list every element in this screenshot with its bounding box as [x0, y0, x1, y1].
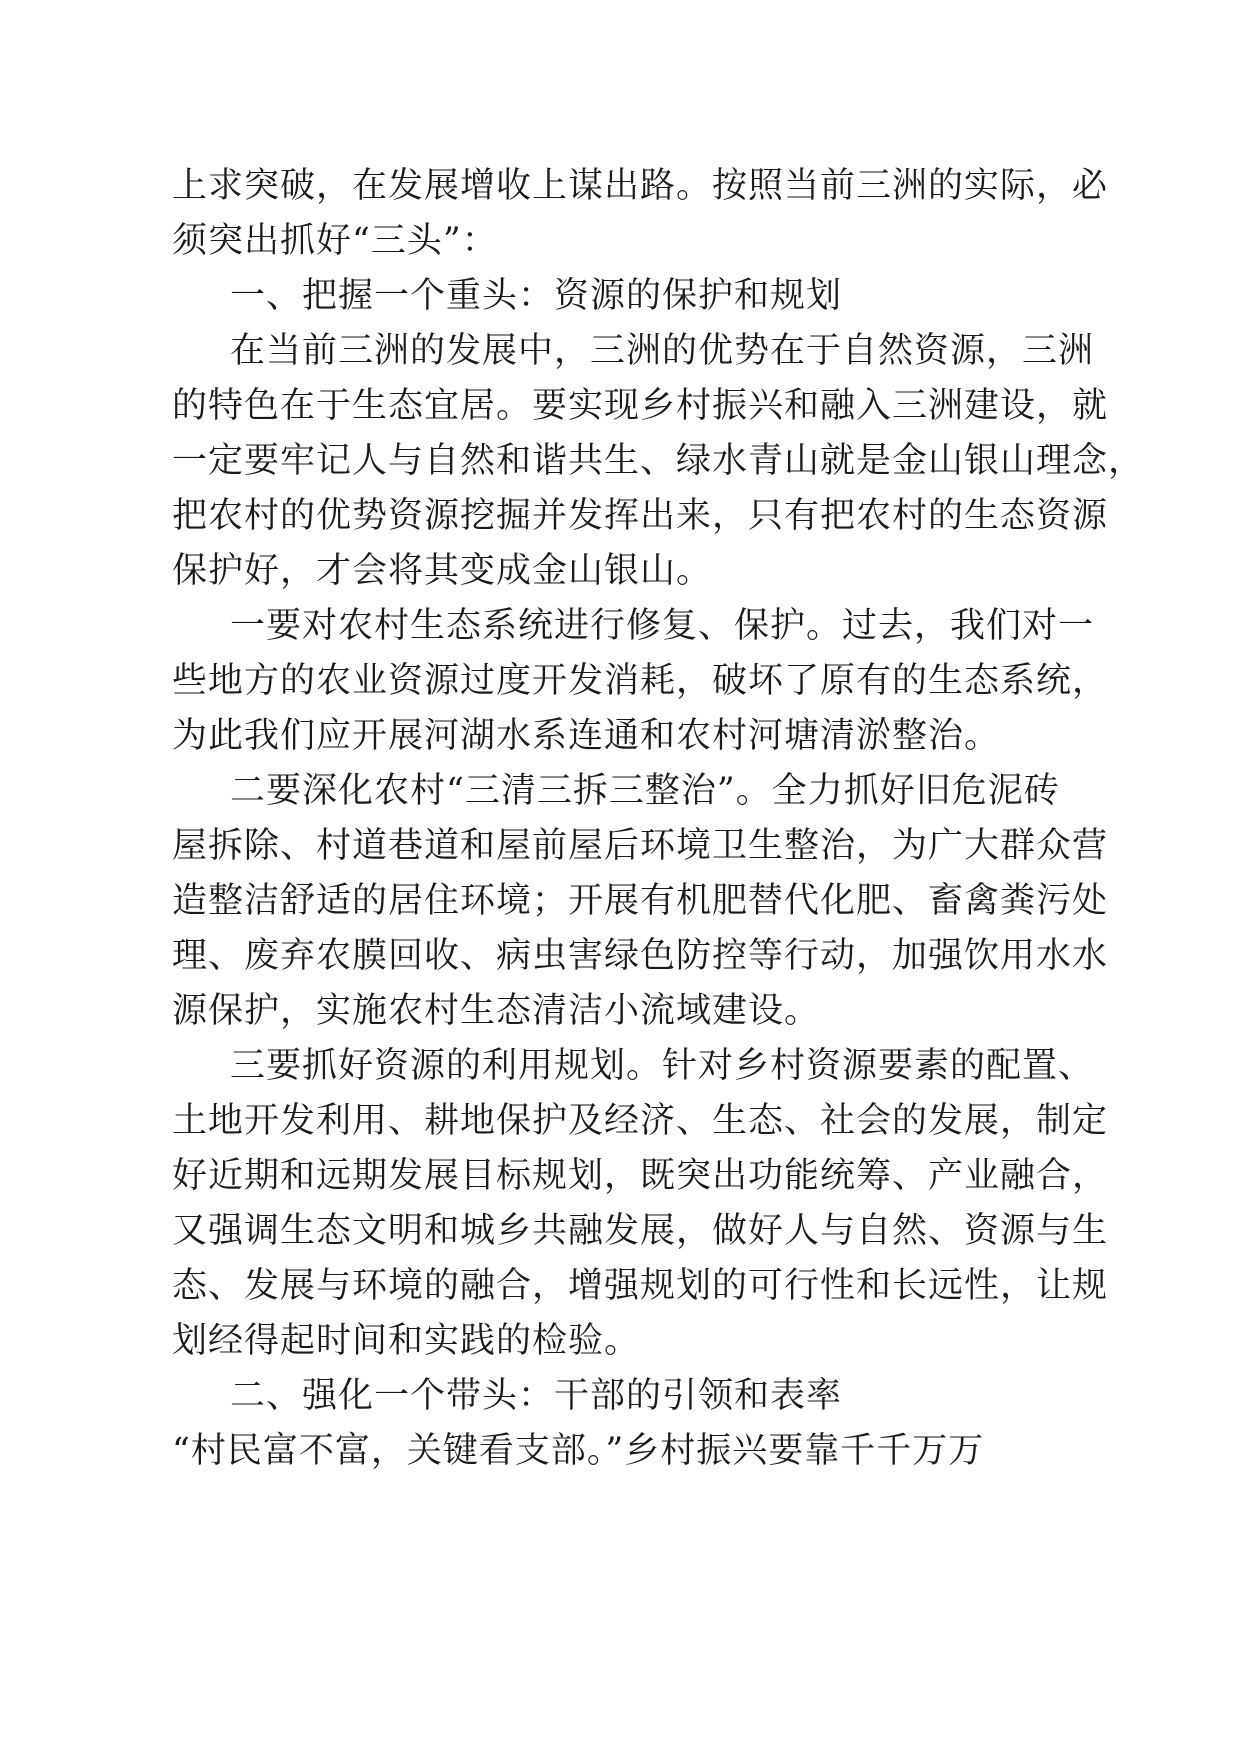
section-heading: 一、把握一个重头：资源的保护和规划: [230, 276, 843, 316]
text-line: 三要抓好资源的利用规划。针对乡村资源要素的配置、: [230, 1046, 1095, 1086]
text-line: 划经得起时间和实践的检验。: [172, 1321, 641, 1361]
text-line: 些地方的农业资源过度开发消耗，破坏了原有的生态系统，: [172, 661, 1109, 701]
text-line: 须突出抓好“三头”：: [172, 221, 498, 261]
text-line: 一要对农村生态系统进行修复、保护。过去，我们对一: [230, 606, 1095, 646]
text-line: “村民富不富，关键看支部。”乡村振兴要靠千千万万: [172, 1431, 985, 1471]
text-line: 的特色在于生态宜居。要实现乡村振兴和融入三洲建设，就: [172, 386, 1109, 426]
text-line: 在当前三洲的发展中，三洲的优势在于自然资源，三洲: [230, 331, 1095, 371]
text-line: 理、废弃农膜回收、病虫害绿色防控等行动，加强饮用水水: [172, 936, 1109, 976]
text-line: 好近期和远期发展目标规划，既突出功能统筹、产业融合，: [172, 1156, 1109, 1196]
section-heading: 二、强化一个带头：干部的引领和表率: [230, 1376, 843, 1416]
text-line: 土地开发利用、耕地保护及经济、生态、社会的发展，制定: [172, 1101, 1109, 1141]
text-line: 为此我们应开展河湖水系连通和农村河塘清淤整治。: [172, 716, 1001, 756]
text-line: 源保护，实施农村生态清洁小流域建设。: [172, 991, 821, 1031]
text-line: 上求突破，在发展增收上谋出路。按照当前三洲的实际，必: [172, 166, 1109, 206]
text-line: 屋拆除、村道巷道和屋前屋后环境卫生整治，为广大群众营: [172, 826, 1109, 866]
text-line: 又强调生态文明和城乡共融发展，做好人与自然、资源与生: [172, 1211, 1109, 1251]
text-line: 态、发展与环境的融合，增强规划的可行性和长远性，让规: [172, 1266, 1109, 1306]
text-line: 把农村的优势资源挖掘并发挥出来，只有把农村的生态资源: [172, 496, 1109, 536]
text-line: 二要深化农村“三清三拆三整治”。全力抓好旧危泥砖: [230, 771, 1060, 811]
text-line: 造整洁舒适的居住环境；开展有机肥替代化肥、畜禽粪污处: [172, 881, 1109, 921]
text-line: 保护好，才会将其变成金山银山。: [172, 551, 713, 591]
text-line: 一定要牢记人与自然和谐共生、绿水青山就是金山银山理念，: [172, 441, 1145, 481]
